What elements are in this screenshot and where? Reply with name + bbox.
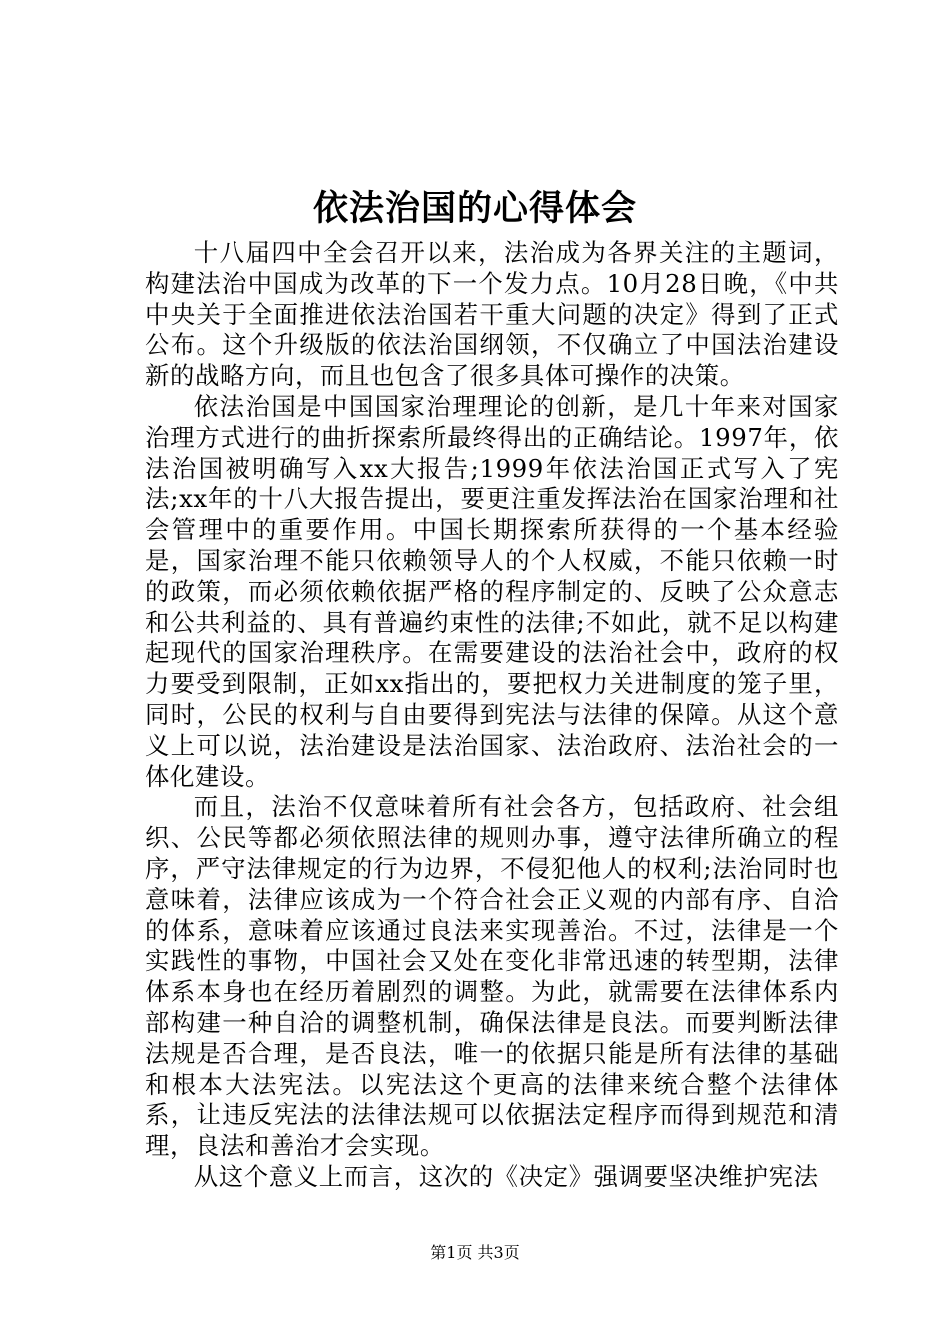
document-body (145, 238, 839, 1193)
paragraph: 而且，法治不仅意味着所有社会各方，包括政府、社会组织、公民等都必须依照法律的规则办事，遵守法律所确立的程序，严守法律规定的行为边界，不侵犯他人的权利;法治同时也意味着，法律应该成为一个符合社会正义观的内部有序、自洽的体系，意味着应该通过良法来实现善治。不过，法律是一个实践性的事物，中国社会又处在变化非常迅速的转型期，法律体系本身也在经历着剧烈的调整。为此，就需要在法律体系内部构建一种自洽的调整机制，确保法律是良法。而要判断法律法规是否合理，是否良法，唯一的依据只能是所有法律的基础和根本大法宪法。以宪法这个更高的法律来统合整个法律体系，让违反宪法的法律法规可以依据法定程序而得到规范和清理，良法和善治才会实现。 (145, 792, 839, 1161)
paragraph: 十八届四中全会召开以来，法治成为各界关注的主题词，构建法治中国成为改革的下一个发力点。10月28日晚，《中共中央关于全面推进依法治国若干重大问题的决定》得到了正式公布。这个升级版的依法治国纲领，不仅确立了中国法治建设新的战略方向，而且也包含了很多具体可操作的决策。 (145, 238, 839, 391)
document-title: 依法治国的心得体会 (312, 188, 637, 229)
paragraph: 依法治国是中国国家治理理论的创新，是几十年来对国家治理方式进行的曲折探索所最终得出的正确结论。1997年，依法治国被明确写入xx大报告;1999年依法治国正式写入了宪法;xx年的十八大报告提出，要更注重发挥法治在国家治理和社会管理中的重要作用。中国长期探索所获得的一个基本经验是，国家治理不能只依赖领导人的个人权威，不能只依赖一时的政策，而必须依赖依据严格的程序制定的、反映了公众意志和公共利益的、具有普遍约束性的法律;不如此，就不足以构建起现代的国家治理秩序。在需要建设的法治社会中，政府的权力要受到限制，正如xx指出的，要把权力关进制度的笼子里，同时，公民的权利与自由要得到宪法与法律的保障。从这个意义上可以说，法治建设是法治国家、法治政府、法治社会的一体化建设。 (145, 391, 839, 791)
paragraph: 从这个意义上而言，这次的《决定》强调要坚决维护宪法 (193, 1161, 819, 1191)
page-footer: 第1页 共3页 (430, 1243, 520, 1262)
